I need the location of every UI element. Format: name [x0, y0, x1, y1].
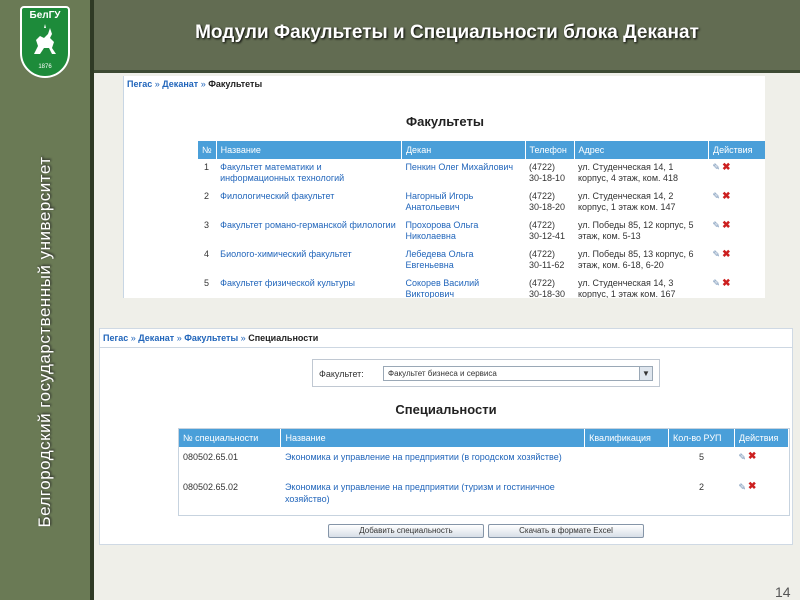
- specialties-table-frame: [178, 428, 790, 516]
- breadcrumb: Пегас » Деканат » Факультеты » Специальности: [103, 333, 319, 343]
- edit-icon[interactable]: ✎: [712, 191, 721, 201]
- faculty-filter: [312, 359, 660, 387]
- faculties-title: Факультеты: [406, 114, 484, 129]
- breadcrumb-dekanat[interactable]: Деканат: [138, 333, 175, 343]
- dean-name-link[interactable]: Лебедева Ольга Евгеньевна: [405, 249, 474, 270]
- breadcrumb-specialties: Специальности: [248, 333, 319, 343]
- table-row: 3 Факультет романо-германской филологии Прохорова Ольга Николаевна (4722) 30-12-41 ул. Победы 85, 12 корпус, 5 этаж, ком. 5-13 ✎ ✖: [198, 217, 765, 246]
- logo-year: 1876: [38, 64, 52, 70]
- export-excel-button[interactable]: Скачать в формате Excel: [488, 524, 644, 538]
- delete-icon[interactable]: ✖: [722, 220, 731, 231]
- edit-icon[interactable]: ✎: [738, 452, 747, 462]
- university-logo: [20, 6, 70, 78]
- action-buttons: [328, 524, 644, 538]
- faculty-name-link[interactable]: Биолого-химический факультет: [220, 249, 352, 259]
- edit-icon[interactable]: ✎: [712, 220, 721, 230]
- table-row: 4 Биолого-химический факультет Лебедева Ольга Евгеньевна (4722) 30-11-62 ул. Победы 85, 13 корпус, 6 этаж, ком. 6-18, 6-20 ✎ ✖: [198, 246, 765, 275]
- delete-icon[interactable]: ✖: [748, 451, 757, 462]
- row-actions: [709, 246, 765, 275]
- col-name[interactable]: Название: [216, 141, 401, 159]
- university-name: Белгородский государственный университет: [35, 156, 54, 528]
- delete-icon[interactable]: ✖: [748, 481, 757, 492]
- specialties-table: [179, 429, 789, 509]
- col-actions: Действия: [709, 141, 765, 159]
- breadcrumb-pegas[interactable]: Пегас: [127, 79, 153, 89]
- faculty-name-link[interactable]: Факультет физической культуры: [220, 278, 355, 288]
- specialties-screenshot: [99, 328, 793, 545]
- row-actions: [709, 275, 765, 298]
- row-actions: [709, 159, 765, 188]
- edit-icon[interactable]: ✎: [712, 249, 721, 259]
- col-phone[interactable]: Телефон: [525, 141, 574, 159]
- dean-name-link[interactable]: Нагорный Игорь Анатольевич: [405, 191, 474, 212]
- col-address[interactable]: Адрес: [574, 141, 709, 159]
- table-header-row: [198, 141, 765, 159]
- faculty-name-link[interactable]: Факультет романо-германской филологии: [220, 220, 396, 230]
- delete-icon[interactable]: ✖: [722, 162, 731, 173]
- sidebar-divider: [90, 0, 94, 600]
- faculty-name-link[interactable]: Филологический факультет: [220, 191, 335, 201]
- horse-rider-icon: [30, 24, 60, 62]
- col-name[interactable]: Название: [281, 429, 585, 447]
- faculty-select-value: Факультет бизнеса и сервиса: [388, 369, 497, 378]
- edit-icon[interactable]: ✎: [712, 162, 721, 172]
- dean-name-link[interactable]: Сокорев Василий Викторович: [405, 278, 480, 298]
- faculties-screenshot: [123, 76, 765, 298]
- delete-icon[interactable]: ✖: [722, 191, 731, 202]
- edit-icon[interactable]: ✎: [738, 482, 747, 492]
- delete-icon[interactable]: ✖: [722, 278, 731, 289]
- col-actions: Действия: [734, 429, 788, 447]
- faculties-table: [198, 141, 765, 298]
- col-qualification[interactable]: Квалификация: [585, 429, 669, 447]
- breadcrumb-pegas[interactable]: Пегас: [103, 333, 129, 343]
- slide-title: Модули Факультеты и Специальности блока Деканат: [195, 22, 699, 43]
- table-row: 080502.65.02 Экономика и управление на предприятии (туризм и гостиничное хозяйство) 2 ✎ ✖: [179, 477, 789, 509]
- table-row: 080502.65.01 Экономика и управление на предприятии (в городском хозяйстве) 5 ✎ ✖: [179, 447, 789, 477]
- specialty-name-link[interactable]: Экономика и управление на предприятии (в городском хозяйстве): [284, 452, 562, 462]
- table-header-row: [179, 429, 789, 447]
- header-divider: [94, 70, 800, 73]
- dean-name-link[interactable]: Пенкин Олег Михайлович: [405, 162, 514, 172]
- faculty-select[interactable]: [383, 366, 653, 381]
- faculty-name-link[interactable]: Факультет математики и информационных технологий: [220, 162, 345, 183]
- col-dean[interactable]: Декан: [401, 141, 525, 159]
- breadcrumb-dekanat[interactable]: Деканат: [162, 79, 199, 89]
- row-actions: [734, 447, 788, 477]
- breadcrumb-faculties: Факультеты: [208, 79, 263, 89]
- edit-icon[interactable]: ✎: [712, 278, 721, 288]
- breadcrumb-faculties[interactable]: Факультеты: [184, 333, 239, 343]
- row-actions: [709, 188, 765, 217]
- table-row: 1 Факультет математики и информационных технологий Пенкин Олег Михайлович (4722) 30-18-10 ул. Студенческая 14, 1 корпус, 4 этаж, ком. 418 ✎ ✖: [198, 159, 765, 188]
- table-row: 5 Факультет физической культуры Сокорев Василий Викторович (4722) 30-18-30 ул. Студенческая 14, 3 корпус, 1 этаж ком. 167 ✎ ✖: [198, 275, 765, 298]
- delete-icon[interactable]: ✖: [722, 249, 731, 260]
- col-rup-count[interactable]: Кол-во РУП: [669, 429, 735, 447]
- specialty-name-link[interactable]: Экономика и управление на предприятии (туризм и гостиничное хозяйство): [284, 482, 555, 504]
- breadcrumb-divider: [100, 347, 792, 348]
- breadcrumb: Пегас » Деканат » Факультеты: [127, 79, 263, 89]
- col-specialty-code[interactable]: № специальности: [179, 429, 281, 447]
- dean-name-link[interactable]: Прохорова Ольга Николаевна: [405, 220, 479, 241]
- chevron-down-icon[interactable]: ▼: [639, 367, 652, 380]
- table-row: 2 Филологический факультет Нагорный Игорь Анатольевич (4722) 30-18-20 ул. Студенческая 14, 2 корпус, 1 этаж ком. 147 ✎ ✖: [198, 188, 765, 217]
- row-actions: [709, 217, 765, 246]
- logo-text: БелГУ: [29, 10, 61, 21]
- specialties-title: Специальности: [395, 402, 497, 417]
- add-specialty-button[interactable]: Добавить специальность: [328, 524, 484, 538]
- page-number: 14: [775, 584, 791, 600]
- row-actions: [734, 477, 788, 509]
- faculty-filter-label: Факультет:: [319, 369, 364, 379]
- col-num: №: [198, 141, 216, 159]
